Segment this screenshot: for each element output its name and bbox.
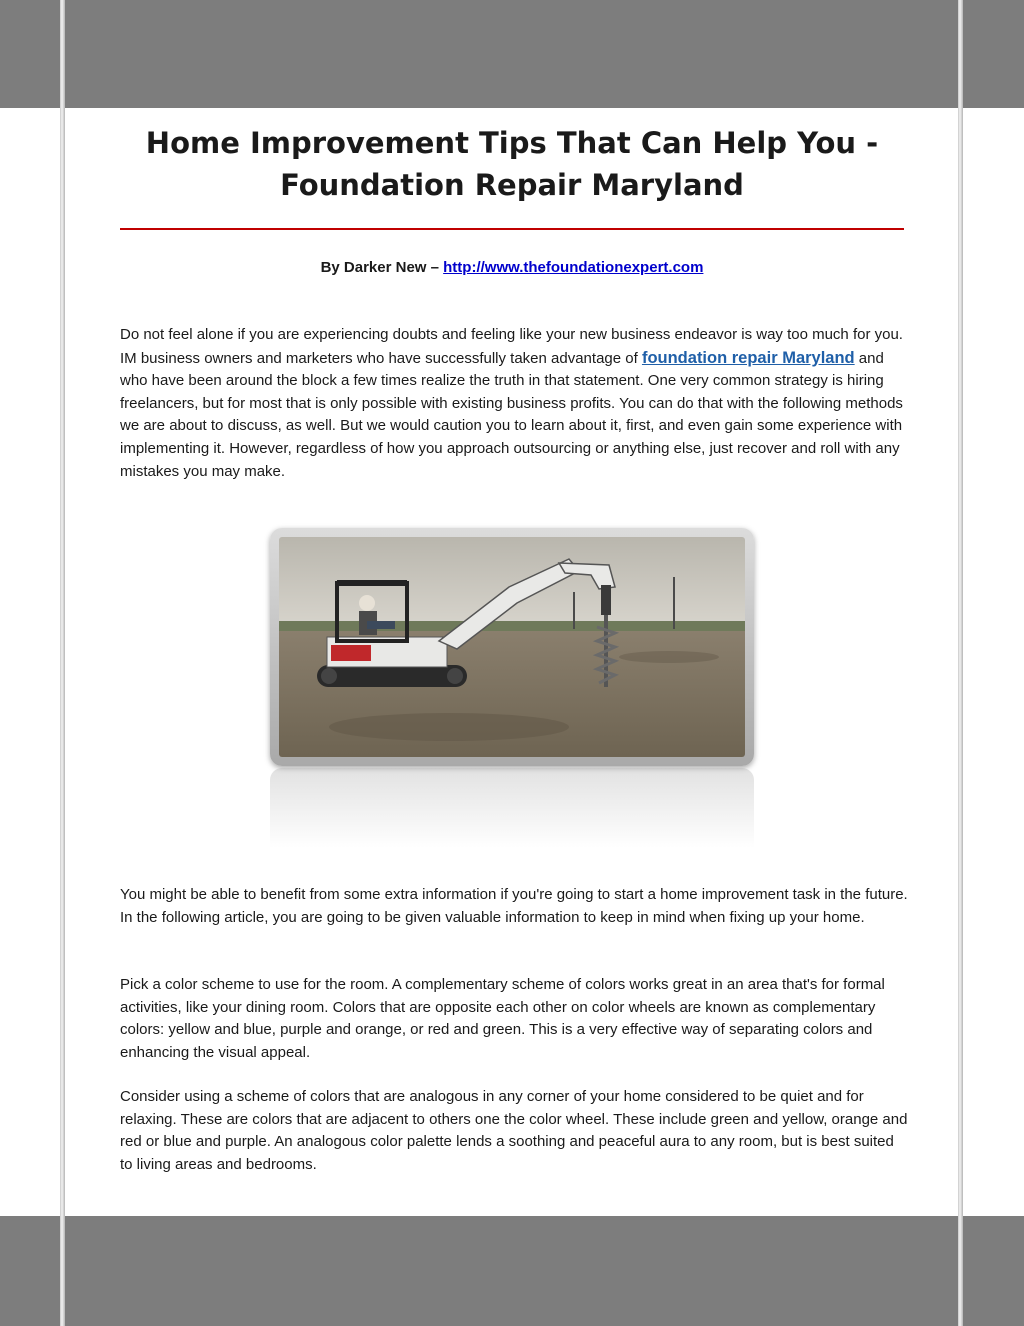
paragraph-benefit: You might be able to benefit from some extra information if you're going to start a home improvement task in the future. In the following article, you are going to be given valuable information to keep in mind when fixing up your home. <box>120 886 908 926</box>
paragraph-intro-rest: and who have been around the block a few times realize the truth in that statement. One very common strategy is hiring freelancers, but for most that is only possible with existing business profits. You can do that with the following methods we are about to discuss, as well. But we would caution you to learn about it, first, and even gain some experience with implementing it. However, regardless of how you approach outsourcing or anything else, just recover and roll with any mistakes you may make. <box>120 349 903 480</box>
byline-website-link[interactable]: http://www.thefoundationexpert.com <box>443 259 704 276</box>
photo-reflection <box>270 768 754 848</box>
excavator-photo <box>270 528 754 766</box>
document-page <box>0 108 1024 1216</box>
paragraph-intro-lead: Do not feel alone if you are experiencing doubts and feeling like your new business endeavor is way too much for you. IM business owners and marketers who have successfully taken advantage of <box>120 326 903 367</box>
paragraph-intro <box>120 324 910 483</box>
excavator-illustration <box>279 537 745 757</box>
document-title: Home Improvement Tips That Can Help You - Foundation Repair Maryland <box>145 126 879 202</box>
foundation-repair-link[interactable]: foundation repair Maryland <box>641 348 855 367</box>
title-divider <box>120 228 904 230</box>
bottom-frame-band <box>0 1216 1024 1326</box>
byline-author: By Darker New – <box>320 259 444 276</box>
byline <box>120 258 904 278</box>
top-frame-band <box>0 0 1024 108</box>
paragraph-color-scheme: Pick a color scheme to use for the room. A complementary scheme of colors works great in an area that's for formal activities, like your dining room. Colors that are opposite each other on color wheels are known as complementary colors: yellow and blue, purple and orange, or red and green. This is a very effective way of separating colors and enhancing the visual appeal. <box>120 976 885 1061</box>
paragraph-analogous-colors: Consider using a scheme of colors that are analogous in any corner of your home considered to be quiet and for relaxing. These are colors that are adjacent to others one the color wheel. These include green and yellow, orange and red or blue and purple. An analogous color palette lends a soothing and peaceful aura to any room, but is best suited to living areas and bedrooms. <box>120 1088 908 1173</box>
